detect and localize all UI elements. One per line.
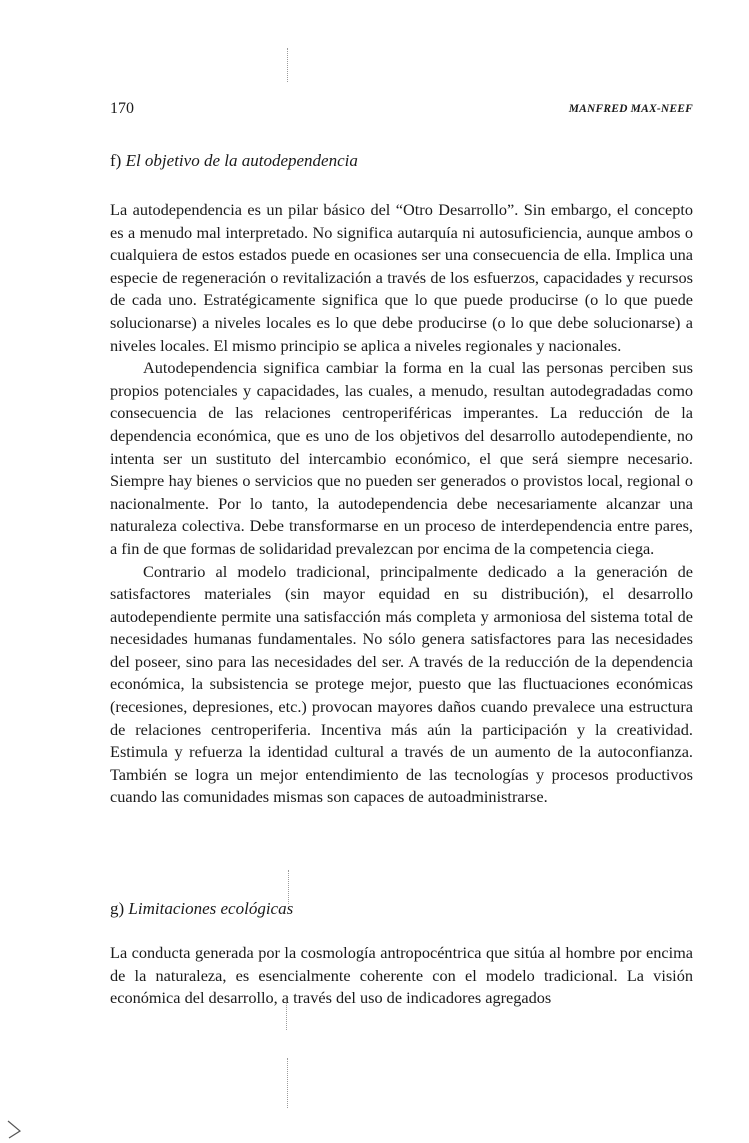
paragraph: La conducta generada por la cosmología antropocéntrica que sitúa al hombre por encima de la naturaleza, es esencialmente coherente con el modelo tradicional. La visión económica del desarrollo, a través del uso de indicadores agregados bbox=[110, 943, 693, 1008]
running-head-author: MANFRED MAX-NEEF bbox=[568, 103, 693, 115]
scan-corner-mark-icon bbox=[6, 1117, 24, 1139]
section-heading-f bbox=[110, 150, 358, 172]
page-number: 170 bbox=[110, 100, 134, 117]
scan-artifact-line bbox=[288, 870, 289, 904]
paragraph: Contrario al modelo tradicional, principalmente dedicado a la generación de satisfactores materiales (sin mayor equidad en su distribución), el desarrollo autodependiente permite una satisfacción más completa y armoniosa del sistema total de necesidades humanas fundamentales. No sólo genera satisfactores para las necesidades del poseer, sino para las necesidades del ser. A través de la reducción de la dependencia económica, la subsistencia se protege mejor, puesto que las fluctuaciones económicas (recesiones, depresiones, etc.) provocan mayores daños cuando prevalece una estructura de relaciones centroperiferia. Incentiva más aún la participación y la creatividad. Estimula y refuerza la identidad cultural a través de un aumento de la autoconfianza. También se logra un mejor entendimiento de las tecnologías y procesos productivos cuando las comunidades mismas son capaces de autoadministrarse. bbox=[110, 561, 693, 807]
section-f-letter: f) bbox=[110, 151, 122, 170]
scan-artifact-line bbox=[287, 48, 288, 82]
page-header bbox=[110, 100, 693, 120]
section-g-body bbox=[110, 942, 693, 1010]
paragraph: Autodependencia significa cambiar la forma en la cual las personas perciben sus propios potenciales y capacidades, las cuales, a menudo, resultan autodegradadas como consecuencia de las relaciones centroperiféricas imperantes. La reducción de la dependencia económica, que es uno de los objetivos del desarrollo autodependiente, no intenta ser un sustituto del intercambio económico, el que será siempre necesario. Siempre hay bienes o servicios que no pueden ser generados o provistos local, regional o nacionalmente. Por lo tanto, la autodependencia debe necesariamente alcanzar una naturaleza colectiva. Debe transformarse en un proceso de interdependencia entre pares, a fin de que formas de solidaridad prevalezcan por encima de la competencia ciega. bbox=[110, 358, 693, 558]
scan-artifact-line bbox=[286, 1000, 287, 1030]
section-g-title: Limitaciones ecológicas bbox=[128, 899, 294, 918]
section-f-body bbox=[110, 199, 693, 809]
section-g-letter: g) bbox=[110, 899, 125, 918]
scan-artifact-line bbox=[287, 1058, 288, 1108]
section-f-title: El objetivo de la autodependencia bbox=[125, 151, 358, 170]
section-heading-g bbox=[110, 898, 293, 920]
paragraph: La autodependencia es un pilar básico del “Otro Desarrollo”. Sin embargo, el concepto es a menudo mal interpretado. No significa autarquía ni autosuficiencia, aunque ambos o cualquiera de estos estados puede en ocasiones ser una consecuencia de ella. Implica una especie de regeneración o revitalización a través de los esfuerzos, capacidades y recursos de cada uno. Estratégicamente significa que lo que puede producirse (o lo que puede solucionarse) a niveles locales es lo que debe producirse (o lo que debe solucionarse) a niveles locales. El mismo principio se aplica a niveles regionales y nacionales. bbox=[110, 200, 693, 355]
